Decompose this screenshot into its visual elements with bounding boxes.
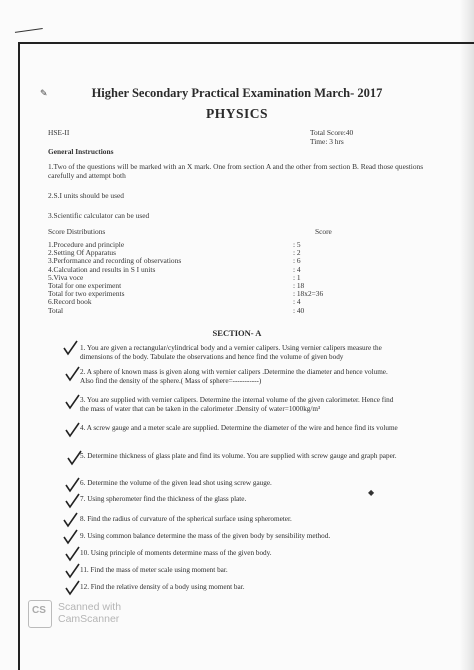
instructions-list xyxy=(48,162,448,231)
score-row-label: Total xyxy=(48,305,64,315)
score-row-value: : 5 xyxy=(292,240,301,249)
score-row-value: : 1 xyxy=(292,272,301,282)
score-distribution-table xyxy=(48,240,348,314)
score-row xyxy=(48,265,348,273)
camscanner-logo-text: CS xyxy=(32,605,46,616)
handwritten-tick-icon xyxy=(64,563,80,579)
score-row-value: : 18 xyxy=(292,280,305,290)
score-time-block xyxy=(310,128,353,146)
subject-title: PHYSICS xyxy=(205,106,268,121)
question-item: 12. Find the relative density of a body using moment bar. xyxy=(80,583,245,591)
handwritten-tick-icon xyxy=(64,493,80,509)
question-item: 8. Find the radius of curvature of the spherical surface using spherometer. xyxy=(80,515,292,523)
score-row-value: : 6 xyxy=(292,256,301,266)
score-row-value: : 4 xyxy=(292,264,301,274)
handwritten-tick-icon xyxy=(66,450,82,466)
question-item: 6. Determine the volume of the given lead shot using screw gauge. xyxy=(80,479,272,487)
section-a-heading: SECTION- A xyxy=(212,328,262,338)
score-row-label: Total for two experiments xyxy=(48,289,125,299)
handwritten-tick-icon xyxy=(62,512,78,528)
score-row-value: : 40 xyxy=(292,305,305,315)
question-item: 7. Using spherometer find the thickness of the glass plate. xyxy=(80,495,247,503)
score-row-value: : 4 xyxy=(292,297,301,307)
score-distribution-heading: Score Distributions xyxy=(48,227,106,236)
question-item: 9. Using common balance determine the mass of the given body by sensibility method. xyxy=(80,532,331,540)
handwritten-tick-icon xyxy=(64,422,80,438)
handwritten-tick-icon xyxy=(64,580,80,596)
handwritten-mark-icon: ◆ xyxy=(368,488,375,497)
score-row xyxy=(48,273,348,281)
question-item: 4. A screw gauge and a meter scale are supplied. Determine the diameter of the wire and hence find its volume xyxy=(80,424,398,432)
score-row-value: : 18x2=36 xyxy=(292,289,324,299)
score-row xyxy=(48,248,348,256)
score-row-label: 5.Viva voce xyxy=(48,272,84,282)
question-item: 5. Determine thickness of glass plate and find its volume. You are supplied with screw gauge and graph paper. xyxy=(80,452,397,460)
instruction-item: 2.S.I units should be used xyxy=(48,191,124,200)
score-row xyxy=(48,289,348,297)
score-row xyxy=(48,297,348,305)
page-border-left xyxy=(18,42,20,670)
handwritten-scribble: ✎ xyxy=(40,88,48,98)
total-score: Total Score:40 xyxy=(310,128,354,137)
score-row xyxy=(48,306,348,314)
handwritten-corner-mark xyxy=(13,16,43,33)
question-item: 2. A sphere of known mass is given along with vernier calipers .Determine the diameter and hence volume. Also find the density of the sphere.( Mass of sphere=-----------) xyxy=(80,368,388,385)
instruction-item: 1.Two of the questions will be marked with an X mark. One from section A and the other from section B. Read those questions carefully and attempt both xyxy=(48,162,424,180)
watermark-line: Scanned with xyxy=(58,601,122,613)
score-row-value: : 2 xyxy=(292,248,301,258)
exam-title: Higher Secondary Practical Examination March- 2017 xyxy=(91,86,383,100)
score-row-label: 6.Record book xyxy=(48,297,92,307)
camscanner-logo-icon xyxy=(28,600,52,628)
score-row-label: 1.Procedure and principle xyxy=(48,240,125,249)
score-row-label: 2.Setting Of Apparatus xyxy=(48,248,116,258)
instruction-item: 3.Scientific calculator can be used xyxy=(48,211,150,220)
score-row-label: Total for one experiment xyxy=(48,280,122,290)
question-item: 10. Using principle of moments determine mass of the given body. xyxy=(80,549,272,557)
score-row-label: 4.Calculation and results in S I units xyxy=(48,264,156,274)
exam-time: Time: 3 hrs xyxy=(310,137,344,146)
handwritten-tick-icon xyxy=(62,340,78,356)
watermark-line: CamScanner xyxy=(58,613,120,625)
question-item: 3. You are supplied with vernier calipers. Determine the internal volume of the given calorimeter. Hence find the mass of water that can be taken in the calorimeter .Density of water=1000kg/m³ xyxy=(80,396,394,413)
question-item: 11. Find the mass of meter scale using moment bar. xyxy=(80,566,228,574)
handwritten-tick-icon xyxy=(62,529,78,545)
question-item: 1. You are given a rectangular/cylindrical body and a vernier calipers. Using vernier calipers measure the dimensions of the body. Tabulate the observations and hence find the volume of given body xyxy=(80,344,382,361)
handwritten-tick-icon xyxy=(64,477,80,493)
camscanner-watermark xyxy=(58,601,121,625)
page-border-top xyxy=(18,42,474,44)
exam-code: HSE-II xyxy=(48,128,70,137)
score-row-label: 3.Performance and recording of observations xyxy=(48,256,182,266)
score-row xyxy=(48,256,348,264)
score-column-heading: Score xyxy=(315,227,332,236)
general-instructions-heading: General Instructions xyxy=(48,147,114,156)
handwritten-tick-icon xyxy=(64,366,80,382)
handwritten-tick-icon xyxy=(64,394,80,410)
score-row xyxy=(48,240,348,248)
score-row xyxy=(48,281,348,289)
handwritten-tick-icon xyxy=(64,546,80,562)
